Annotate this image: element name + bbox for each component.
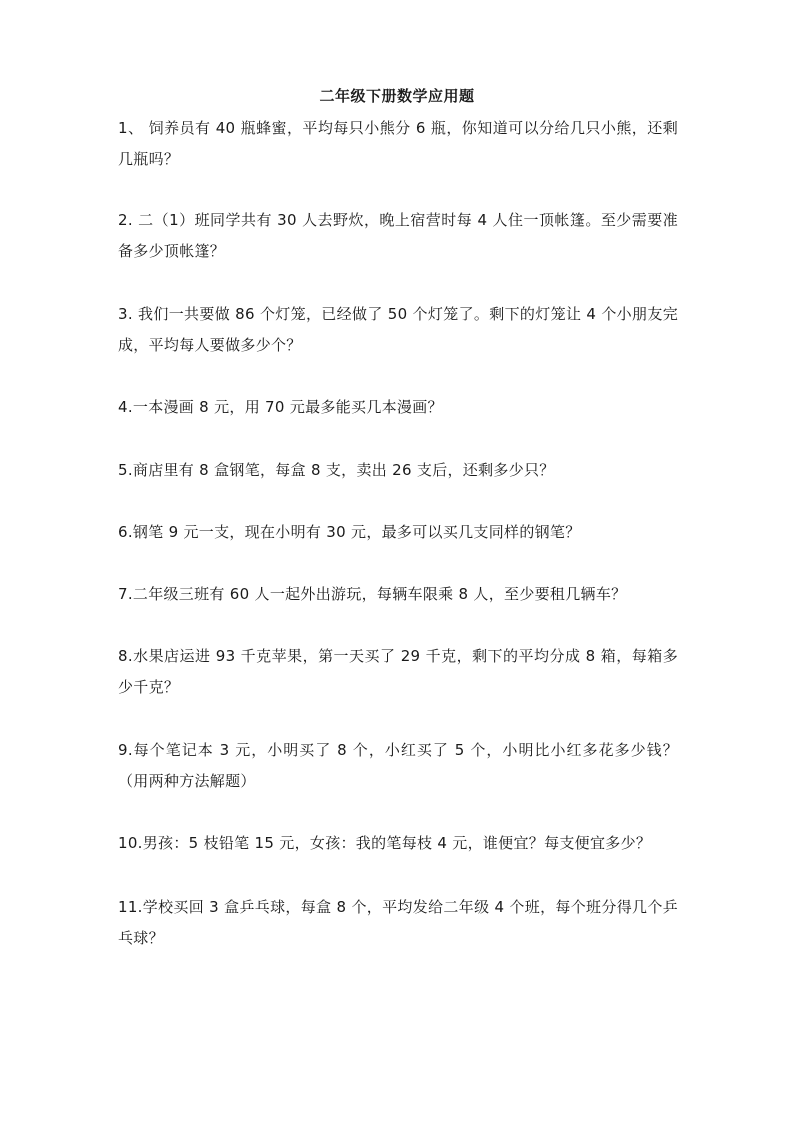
question-4: 4.一本漫画 8 元，用 70 元最多能买几本漫画？ [118, 398, 443, 416]
question-2: 2. 二（1）班同学共有 30 人去野炊，晚上宿营时每 4 人住一顶帐篷。至少需要准备多少顶帐篷？ [118, 211, 678, 260]
page-title: 二年级下册数学应用题 [319, 87, 475, 105]
question-11: 11.学校买回 3 盒乒乓球，每盒 8 个，平均发给二年级 4 个班，每个班分得几个乒乓球？ [118, 898, 678, 947]
question-5: 5.商店里有 8 盒钢笔，每盒 8 支，卖出 26 支后，还剩多少只？ [118, 461, 555, 479]
question-9: 9.每个笔记本 3 元，小明买了 8 个，小红买了 5 个，小明比小红多花多少钱？（用两种方法解题） [118, 741, 678, 790]
question-10: 10.男孩：5 枝铅笔 15 元，女孩：我的笔每枝 4 元，谁便宜？每支便宜多少？ [118, 834, 652, 852]
question-1: 1、 饲养员有 40 瓶蜂蜜，平均每只小熊分 6 瓶，你知道可以分给几只小熊，还剩几瓶吗？ [118, 119, 678, 168]
question-6: 6.钢笔 9 元一支，现在小明有 30 元，最多可以买几支同样的钢笔？ [118, 523, 581, 541]
question-3: 3. 我们一共要做 86 个灯笼，已经做了 50 个灯笼了。剩下的灯笼让 4 个小朋友完成，平均每人要做多少个？ [118, 305, 678, 354]
question-7: 7.二年级三班有 60 人一起外出游玩，每辆车限乘 8 人，至少要租几辆车？ [118, 585, 627, 603]
question-8: 8.水果店运进 93 千克苹果，第一天买了 29 千克，剩下的平均分成 8 箱，每箱多少千克？ [118, 647, 678, 696]
